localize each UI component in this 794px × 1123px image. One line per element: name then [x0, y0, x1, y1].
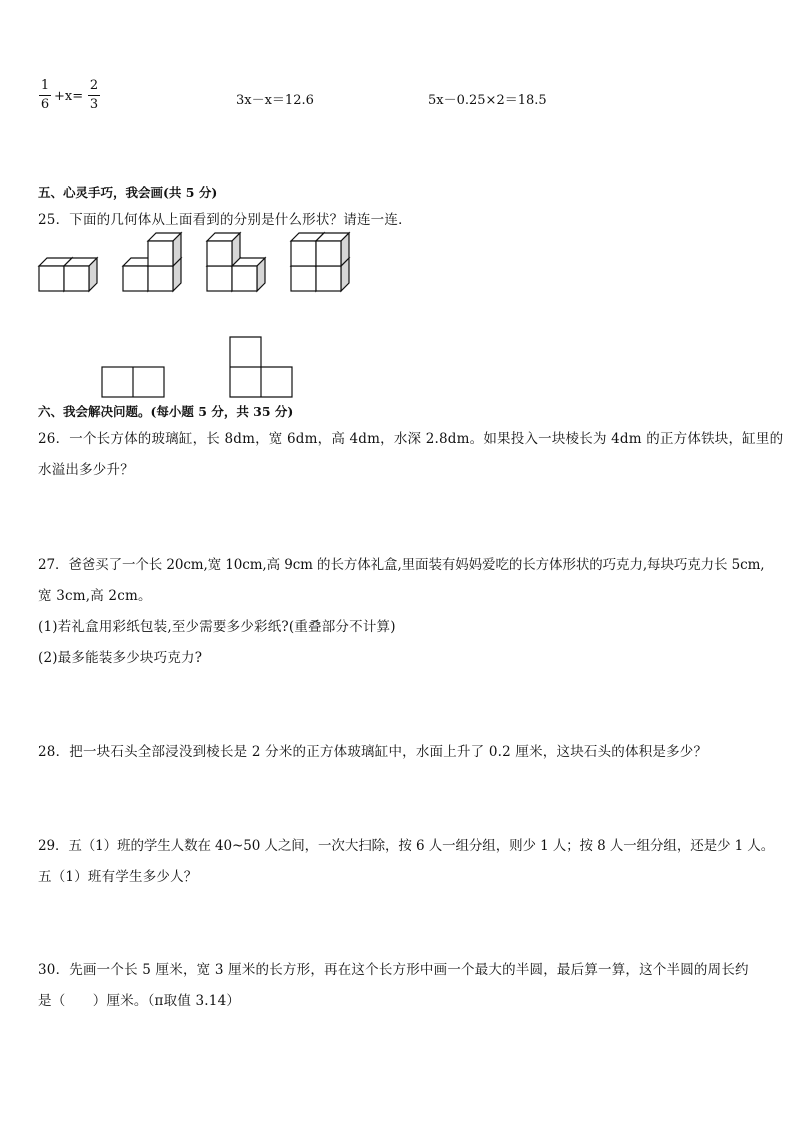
- figure-3-cube: [232, 258, 265, 291]
- question-27-line-2: 宽 3cm,高 2cm。: [38, 588, 152, 604]
- question-27-sub-2: (2)最多能装多少块巧克力?: [38, 650, 203, 666]
- fraction-numerator: 1: [40, 78, 50, 93]
- question-27-sub-1: (1)若礼盒用彩纸包装,至少需要多少彩纸?(重叠部分不计算): [38, 619, 396, 635]
- question-28-text: 28．把一块石头全部浸没到棱长是 2 分米的正方体玻璃缸中，水面上升了 0.2 厘米，这块石头的体积是多少？: [38, 744, 708, 760]
- top-view-two-squares[interactable]: [102, 367, 164, 397]
- equation-1-fraction-2: [88, 78, 100, 113]
- equation-1-middle: +x=: [54, 89, 84, 104]
- question-30-line-2: 是（ ）厘米。（π取值 3.14）: [38, 993, 241, 1009]
- question-29-line-1: 29．五（1）班的学生人数在 40~50 人之间，一次大扫除，按 6 人一组分组，则少 1 人；按 8 人一组分组，还是少 1 人。: [38, 838, 775, 854]
- fraction-numerator: 2: [89, 78, 99, 93]
- question-30-line-1: 30．先画一个长 5 厘米，宽 3 厘米的长方形，再在这个长方形中画一个最大的半圆，最后算一算，这个半圆的周长约: [38, 962, 749, 978]
- section-6-title: 六、我会解决问题。(每小题 5 分，共 35 分): [38, 404, 294, 419]
- figure-3-cube: [207, 233, 240, 266]
- figure-1-cube: [64, 258, 97, 291]
- figure-4-cube: [316, 233, 349, 266]
- fraction-denominator: 3: [89, 97, 99, 112]
- figure-2-cube: [123, 258, 156, 291]
- figure-4-cube: [291, 258, 324, 291]
- top-view-l-shape[interactable]: [230, 337, 292, 397]
- figure-4-cube: [316, 258, 349, 291]
- figure-3-cube: [207, 258, 240, 291]
- equation-2: 3x－x＝12.6: [236, 93, 314, 108]
- equation-1-fraction-1: [39, 78, 51, 113]
- fraction-denominator: 6: [40, 97, 50, 112]
- equation-3: 5x－0.25×2＝18.5: [428, 93, 547, 108]
- section-5-title: 五、心灵手巧，我会画(共 5 分): [38, 185, 218, 200]
- figure-1-cube: [39, 258, 72, 291]
- question-29-line-2: 五（1）班有学生多少人？: [38, 869, 198, 885]
- figure-2-cube: [148, 233, 181, 266]
- figure-2-cube: [148, 258, 181, 291]
- question-25-text: 25．下面的几何体从上面看到的分别是什么形状？请连一连．: [38, 212, 412, 228]
- question-27-line-1: 27．爸爸买了一个长 20cm,宽 10cm,高 9cm 的长方体礼盒,里面装有妈妈爱吃的长方体形状的巧克力,每块巧克力长 5cm,: [38, 557, 765, 573]
- figure-4-cube: [291, 233, 324, 266]
- question-26-line-1: 26．一个长方体的玻璃缸，长 8dm，宽 6dm，高 4dm，水深 2.8dm。如果投入一块棱长为 4dm 的正方体铁块，缸里的: [38, 431, 784, 447]
- question-26-line-2: 水溢出多少升？: [38, 462, 134, 478]
